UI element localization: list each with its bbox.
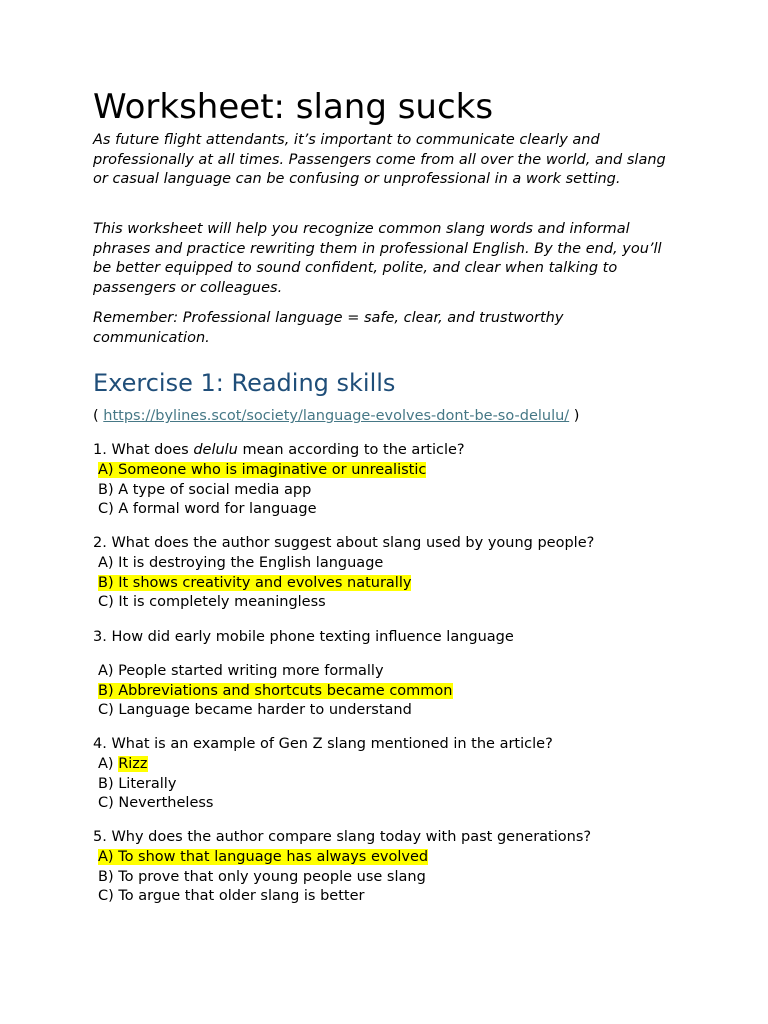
link-close-paren: ) [569,408,580,424]
option-prefix: A) [98,756,119,772]
question-1-text-end: mean according to the article? [237,442,465,458]
link-open-paren: ( [93,408,104,424]
question-4-option-c: C) Nevertheless [98,795,214,811]
question-1-emphasis: delulu [193,442,238,458]
question-4-option-b: B) Literally [98,775,177,792]
intro-paragraph-1: As future flight attendants, it’s important to communicate clearly and professionally at all times. Passengers come from all over the world, and slang or casual language can be confusing or unprofessional in a work setting. [93,132,666,188]
intro-paragraph-2: This worksheet will help you recognize common slang words and informal phrases and practice rewriting them in professional English. By the end, you’ll be better equipped to sound confident, polite, and clear when talking to passengers or colleagues. [93,221,662,296]
article-link[interactable]: https://bylines.scot/society/language-evolves-dont-be-so-delulu/ [103,408,570,424]
question-4: 4. What is an example of Gen Z slang mentioned in the article? [93,736,553,752]
question-3-option-a: A) People started writing more formally [98,663,384,679]
question-5-option-a [98,848,428,868]
highlighted-answer: A) Someone who is imaginative or unrealistic [98,462,427,478]
question-2-option-c: C) It is completely meaningless [98,594,326,610]
question-4-option-a [98,755,148,775]
question-3-option-b [98,682,453,702]
question-1-option-a [98,461,426,481]
highlighted-answer: B) It shows creativity and evolves naturally [98,574,412,591]
question-1-option-c: C) A formal word for language [98,501,317,517]
question-2: 2. What does the author suggest about slang used by young people? [93,535,595,551]
question-2-option-a: A) It is destroying the English language [98,555,384,571]
question-5: 5. Why does the author compare slang today with past generations? [93,829,592,845]
exercise-1-heading: Exercise 1: Reading skills [93,369,396,397]
highlighted-answer: A) To show that language has always evolved [98,849,429,865]
highlighted-answer: B) Abbreviations and shortcuts became common [98,682,453,699]
highlighted-answer: Rizz [118,756,148,772]
article-link-line [93,406,579,426]
question-1-option-b: B) A type of social media app [98,481,312,498]
page-title: Worksheet: slang sucks [93,87,494,127]
question-5-option-b: B) To prove that only young people use slang [98,868,426,885]
question-3: 3. How did early mobile phone texting influence language [93,629,514,645]
question-3-option-c: C) Language became harder to understand [98,702,412,718]
question-1-text-start: 1. What does [93,442,194,458]
intro-paragraph-3: Remember: Professional language = safe, clear, and trustworthy communication. [93,310,564,346]
question-2-option-b [98,574,411,594]
question-5-option-c: C) To argue that older slang is better [98,888,365,904]
question-1 [93,441,465,461]
